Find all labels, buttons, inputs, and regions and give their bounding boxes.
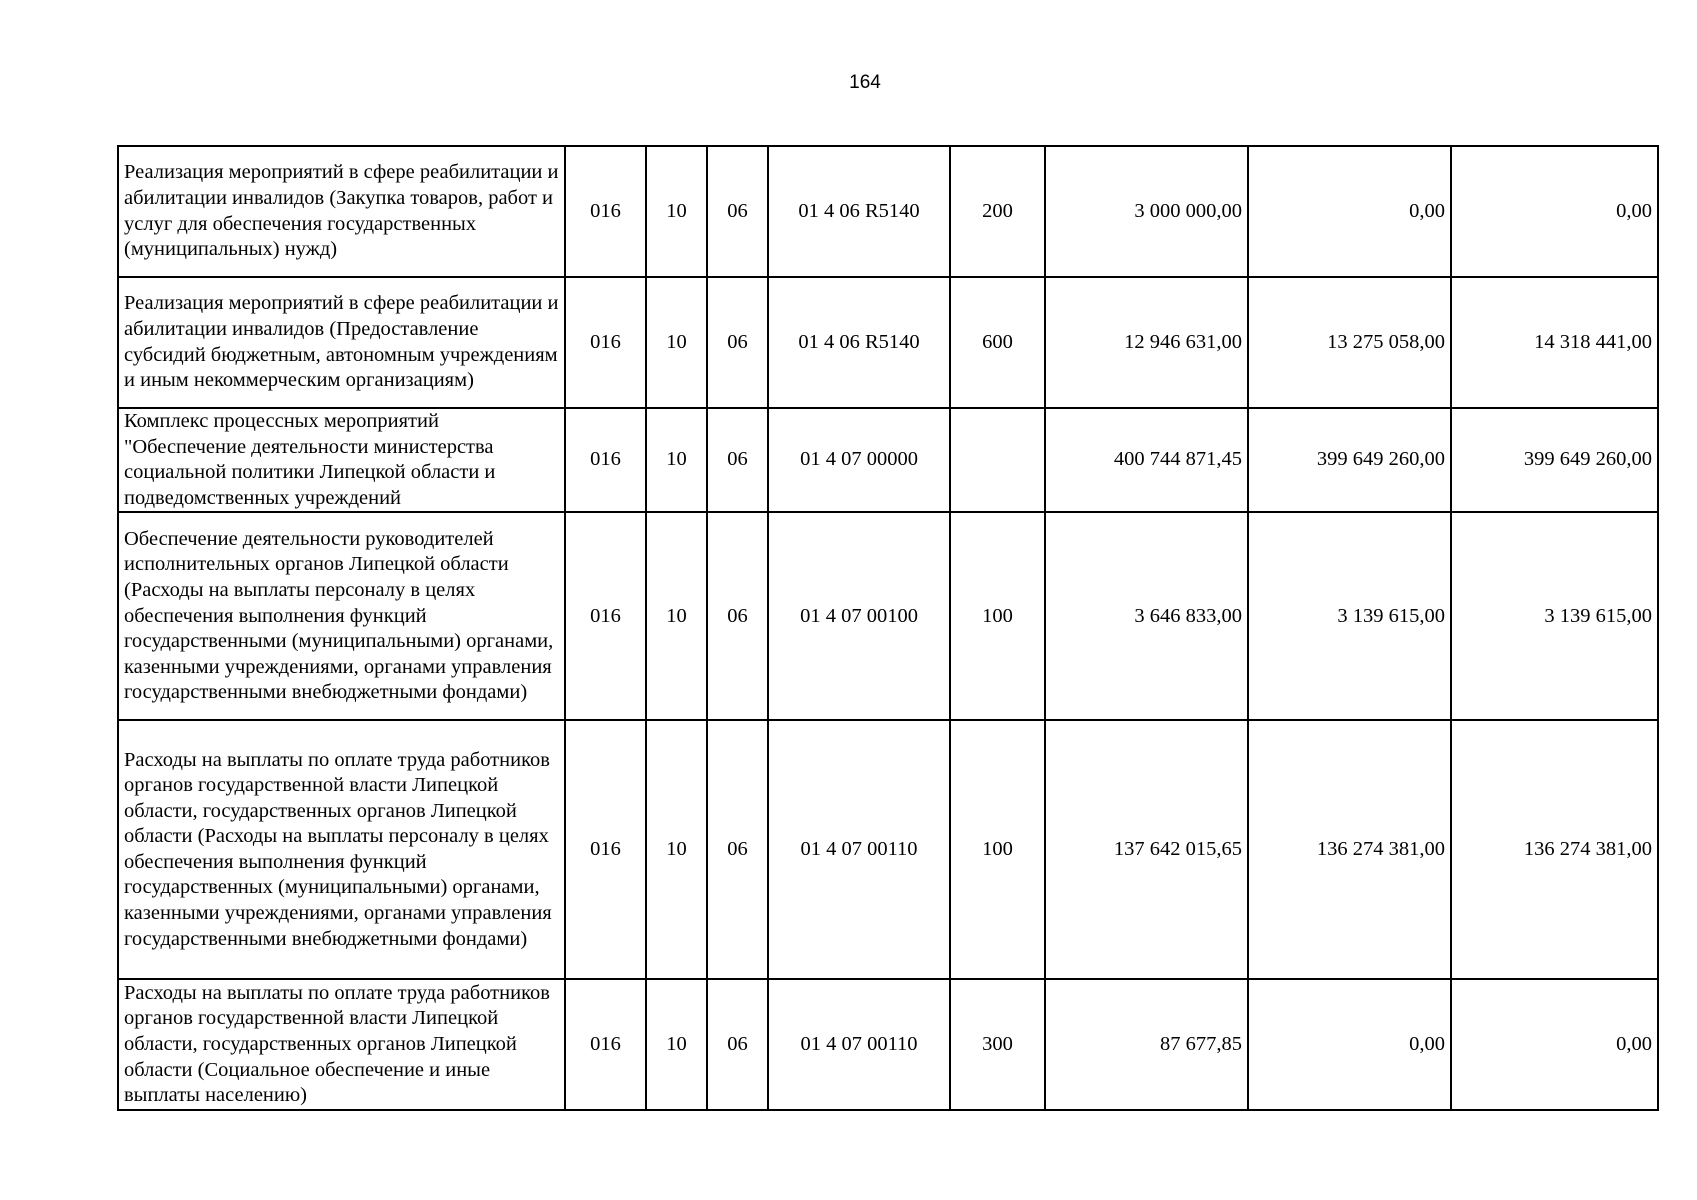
row-description: Расходы на выплаты по оплате труда работников органов государственной власти Липецкой области, государственных органов Липецкой области (Расходы на выплаты персоналу в целях обеспечения выполнения функций государственных (муниципальными) органами, казенными учреждениями, органами управления государственными внебюджетными фондами) xyxy=(118,720,565,979)
target-article-code: 01 4 07 00000 xyxy=(768,408,950,512)
ministry-code: 016 xyxy=(565,146,646,277)
amount-year-2: 3 139 615,00 xyxy=(1248,512,1451,720)
ministry-code: 016 xyxy=(565,979,646,1110)
amount-year-1: 400 744 871,45 xyxy=(1045,408,1248,512)
section-code: 10 xyxy=(646,277,707,408)
amount-year-1: 3 646 833,00 xyxy=(1045,512,1248,720)
section-code: 10 xyxy=(646,720,707,979)
section-code: 10 xyxy=(646,146,707,277)
row-description: Комплекс процессных мероприятий "Обеспечение деятельности министерства социальной политики Липецкой области и подведомственных учреждений xyxy=(118,408,565,512)
amount-year-2: 0,00 xyxy=(1248,146,1451,277)
subsection-code: 06 xyxy=(707,408,768,512)
amount-year-3: 14 318 441,00 xyxy=(1451,277,1658,408)
amount-year-3: 399 649 260,00 xyxy=(1451,408,1658,512)
amount-year-2: 399 649 260,00 xyxy=(1248,408,1451,512)
section-code: 10 xyxy=(646,408,707,512)
row-description: Расходы на выплаты по оплате труда работников органов государственной власти Липецкой области, государственных органов Липецкой области (Социальное обеспечение и иные выплаты населению) xyxy=(118,979,565,1110)
amount-year-1: 87 677,85 xyxy=(1045,979,1248,1110)
row-description: Обеспечение деятельности руководителей исполнительных органов Липецкой области (Расходы на выплаты персоналу в целях обеспечения выполнения функций государственными (муниципальными) органами, казенными учреждениями, органами управления государственными внебюджетными фондами) xyxy=(118,512,565,720)
target-article-code: 01 4 06 R5140 xyxy=(768,277,950,408)
table-row xyxy=(118,408,1658,512)
table-row xyxy=(118,277,1658,408)
row-description: Реализация мероприятий в сфере реабилитации и абилитации инвалидов (Закупка товаров, работ и услуг для обеспечения государственных (муниципальных) нужд) xyxy=(118,146,565,277)
amount-year-2: 13 275 058,00 xyxy=(1248,277,1451,408)
expense-type-code: 200 xyxy=(950,146,1045,277)
amount-year-1: 3 000 000,00 xyxy=(1045,146,1248,277)
subsection-code: 06 xyxy=(707,720,768,979)
ministry-code: 016 xyxy=(565,277,646,408)
amount-year-3: 3 139 615,00 xyxy=(1451,512,1658,720)
subsection-code: 06 xyxy=(707,512,768,720)
target-article-code: 01 4 06 R5140 xyxy=(768,146,950,277)
table-row xyxy=(118,512,1658,720)
subsection-code: 06 xyxy=(707,979,768,1110)
row-description: Реализация мероприятий в сфере реабилитации и абилитации инвалидов (Предоставление субсидий бюджетным, автономным учреждениям и иным некоммерческим организациям) xyxy=(118,277,565,408)
target-article-code: 01 4 07 00110 xyxy=(768,720,950,979)
expense-type-code xyxy=(950,408,1045,512)
amount-year-2: 136 274 381,00 xyxy=(1248,720,1451,979)
table-row xyxy=(118,979,1658,1110)
table-row xyxy=(118,720,1658,979)
amount-year-2: 0,00 xyxy=(1248,979,1451,1110)
amount-year-1: 12 946 631,00 xyxy=(1045,277,1248,408)
subsection-code: 06 xyxy=(707,277,768,408)
expense-type-code: 600 xyxy=(950,277,1045,408)
page-number: 164 xyxy=(849,72,881,93)
target-article-code: 01 4 07 00100 xyxy=(768,512,950,720)
ministry-code: 016 xyxy=(565,408,646,512)
amount-year-3: 0,00 xyxy=(1451,146,1658,277)
section-code: 10 xyxy=(646,512,707,720)
subsection-code: 06 xyxy=(707,146,768,277)
expense-type-code: 100 xyxy=(950,720,1045,979)
ministry-code: 016 xyxy=(565,720,646,979)
ministry-code: 016 xyxy=(565,512,646,720)
expense-type-code: 300 xyxy=(950,979,1045,1110)
amount-year-3: 136 274 381,00 xyxy=(1451,720,1658,979)
amount-year-3: 0,00 xyxy=(1451,979,1658,1110)
table-row xyxy=(118,146,1658,277)
target-article-code: 01 4 07 00110 xyxy=(768,979,950,1110)
amount-year-1: 137 642 015,65 xyxy=(1045,720,1248,979)
section-code: 10 xyxy=(646,979,707,1110)
expense-type-code: 100 xyxy=(950,512,1045,720)
budget-table xyxy=(117,145,1659,1111)
